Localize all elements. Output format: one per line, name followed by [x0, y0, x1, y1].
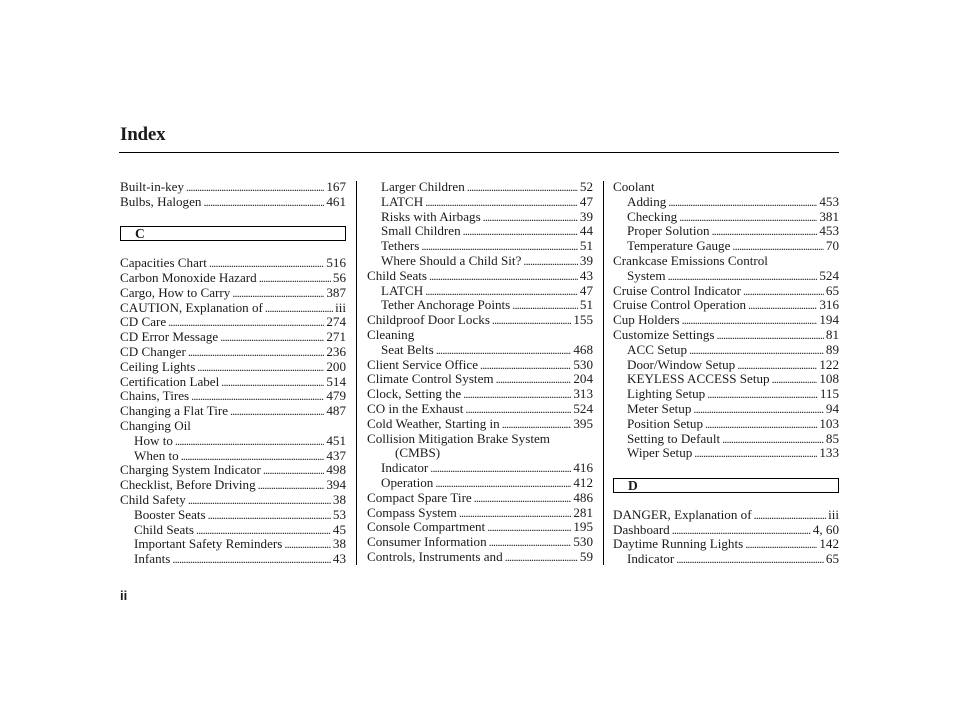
- entry-label: Cargo, How to Carry: [120, 284, 231, 300]
- page-title: Index: [120, 124, 166, 145]
- page-reference: 122: [819, 356, 839, 372]
- dot-leader: [221, 375, 324, 390]
- dot-leader: [732, 239, 823, 254]
- dot-leader: [668, 195, 817, 210]
- entry-label: CO in the Exhaust: [367, 400, 464, 416]
- index-subentry: [613, 417, 839, 432]
- entry-label: Cold Weather, Starting in: [367, 415, 500, 431]
- dot-leader: [467, 180, 578, 195]
- index-subentry: [367, 195, 593, 210]
- page-reference: 115: [819, 386, 839, 402]
- entry-label: Important Safety Reminders: [134, 536, 283, 552]
- page-reference: 195: [573, 519, 593, 535]
- page-reference: 516: [326, 255, 346, 271]
- index-subentry: [613, 372, 839, 387]
- page-reference: 487: [326, 403, 346, 419]
- dot-leader: [480, 358, 571, 373]
- dot-leader: [743, 284, 824, 299]
- entry-label: ACC Setup: [627, 341, 688, 357]
- dot-leader: [196, 523, 331, 538]
- dot-leader: [512, 298, 578, 313]
- dot-leader: [430, 461, 571, 476]
- entry-label: Climate Control System: [367, 371, 494, 387]
- page-reference: 53: [332, 506, 346, 522]
- dot-leader: [689, 343, 824, 358]
- entry-label: Bulbs, Halogen: [120, 193, 202, 209]
- entry-label: Charging System Indicator: [120, 462, 261, 478]
- page-reference: 451: [326, 432, 346, 448]
- index-subentry: [367, 239, 593, 254]
- page-reference: 313: [573, 386, 593, 402]
- page-reference: 387: [326, 284, 346, 300]
- entry-label: When to: [134, 447, 179, 463]
- page-reference: 271: [326, 329, 346, 345]
- index-entry: [120, 463, 346, 478]
- index-heading: (CMBS): [395, 445, 441, 461]
- dot-leader: [259, 271, 331, 286]
- page-reference: 524: [573, 400, 593, 416]
- dot-leader: [523, 254, 578, 269]
- index-entry: [120, 360, 346, 375]
- index-entry: [120, 345, 346, 360]
- entry-label: Daytime Running Lights: [613, 536, 744, 552]
- page-reference: 524: [819, 267, 839, 283]
- entry-label: Booster Seats: [134, 506, 206, 522]
- dot-leader: [284, 537, 331, 552]
- page-reference: 412: [573, 474, 593, 490]
- index-entry: [120, 180, 346, 195]
- page-reference: 486: [573, 489, 593, 505]
- entry-label: System: [627, 267, 666, 283]
- index-entry: [367, 313, 593, 328]
- entry-label: Console Compartment: [367, 519, 486, 535]
- page-reference: 200: [326, 358, 346, 374]
- dot-leader: [672, 523, 811, 538]
- page-reference: 468: [573, 341, 593, 357]
- dot-leader: [197, 360, 324, 375]
- index-subentry: [120, 508, 346, 523]
- title-rule: [119, 152, 839, 153]
- page-reference: 51: [579, 297, 593, 313]
- index-entry: [367, 387, 593, 402]
- index-subentry: [367, 461, 593, 476]
- entry-label: Proper Solution: [627, 223, 710, 239]
- entry-label: Adding: [627, 193, 667, 209]
- page-reference: 103: [819, 415, 839, 431]
- entry-label: Cruise Control Operation: [613, 297, 747, 313]
- entry-label: LATCH: [381, 193, 424, 209]
- dot-leader: [463, 387, 571, 402]
- dot-leader: [265, 301, 333, 316]
- dot-leader: [459, 506, 572, 521]
- dot-leader: [474, 491, 572, 506]
- entry-label: Certification Label: [120, 373, 220, 389]
- entry-label: Carbon Monoxide Hazard: [120, 269, 257, 285]
- entry-label: Consumer Information: [367, 534, 487, 550]
- page-reference: 479: [326, 388, 346, 404]
- index-entry: [367, 417, 593, 432]
- page-reference: 56: [332, 269, 346, 285]
- page-reference: 38: [332, 491, 346, 507]
- dot-leader: [181, 449, 325, 464]
- dot-leader: [679, 210, 817, 225]
- page-reference: 133: [819, 445, 839, 461]
- entry-label: Door/Window Setup: [627, 356, 736, 372]
- index-entry: [120, 330, 346, 345]
- page-reference: 194: [819, 312, 839, 328]
- dot-leader: [737, 358, 817, 373]
- index-entry: [367, 491, 593, 506]
- page-reference: 381: [819, 208, 839, 224]
- dot-leader: [682, 313, 818, 328]
- page-reference: 416: [573, 460, 593, 476]
- index-heading: Collision Mitigation Brake System: [367, 430, 550, 446]
- entry-label: How to: [134, 432, 173, 448]
- entry-label: Child Seats: [367, 267, 428, 283]
- dot-leader: [502, 417, 572, 432]
- dot-leader: [754, 508, 827, 523]
- entry-label: Capacities Chart: [120, 255, 207, 271]
- dot-leader: [435, 476, 571, 491]
- page-reference: 274: [326, 314, 346, 330]
- index-subentry: [367, 210, 593, 225]
- page-reference: 142: [819, 536, 839, 552]
- index-column-3: [613, 180, 839, 567]
- dot-leader: [492, 313, 571, 328]
- entry-label: Clock, Setting the: [367, 386, 462, 402]
- index-entry: [120, 301, 346, 316]
- page-reference: 65: [825, 551, 839, 567]
- page-reference: 461: [326, 193, 346, 209]
- dot-leader: [263, 463, 324, 478]
- entry-label: Built-in-key: [120, 179, 185, 194]
- column-divider-2: [603, 181, 604, 565]
- entry-label: Temperature Gauge: [627, 238, 731, 254]
- entry-label: Infants: [134, 551, 171, 567]
- index-subentry: [367, 343, 593, 358]
- index-entry: [613, 298, 839, 313]
- entry-label: Dashboard: [613, 521, 670, 537]
- page-reference: 89: [825, 341, 839, 357]
- dot-leader: [172, 552, 331, 567]
- entry-label: CD Error Message: [120, 329, 219, 345]
- entry-label: Chains, Tires: [120, 388, 190, 404]
- dot-leader: [232, 286, 324, 301]
- index-subentry: [613, 446, 839, 461]
- page-reference: 236: [326, 343, 346, 359]
- section-letter-box: C: [120, 226, 346, 241]
- dot-leader: [487, 520, 571, 535]
- index-subentry: [120, 523, 346, 538]
- entry-label: DANGER, Explanation of: [613, 506, 752, 522]
- index-subentry: [613, 195, 839, 210]
- page-reference: 81: [825, 326, 839, 342]
- entry-label: Meter Setup: [627, 400, 692, 416]
- index-entry: [367, 520, 593, 535]
- index-entry: [367, 372, 593, 387]
- dot-leader: [425, 195, 578, 210]
- dot-leader: [716, 328, 823, 343]
- dot-leader: [421, 239, 578, 254]
- index-subentry: [613, 343, 839, 358]
- entry-label: Tethers: [381, 238, 420, 254]
- dot-leader: [676, 552, 824, 567]
- dot-leader: [693, 402, 824, 417]
- entry-label: Compact Spare Tire: [367, 489, 472, 505]
- entry-label: Setting to Default: [627, 430, 721, 446]
- index-entry: [120, 315, 346, 330]
- dot-leader: [208, 508, 331, 523]
- entry-label: Indicator: [381, 460, 429, 476]
- dot-leader: [489, 535, 572, 550]
- entry-label: Operation: [381, 474, 434, 490]
- dot-leader: [188, 493, 331, 508]
- dot-leader: [220, 330, 324, 345]
- page-reference: iii: [335, 299, 346, 315]
- index-subentry: [120, 449, 346, 464]
- index-subentry: [367, 254, 593, 269]
- index-entry: [120, 286, 346, 301]
- index-entry: [367, 358, 593, 373]
- index-subentry: [367, 284, 593, 299]
- dot-leader: [748, 298, 817, 313]
- dot-leader: [209, 256, 324, 271]
- index-subentry: [120, 552, 346, 567]
- dot-leader: [463, 224, 578, 239]
- index-subentry: [613, 432, 839, 447]
- entry-label: Controls, Instruments and: [367, 548, 503, 564]
- spacer: [613, 493, 839, 508]
- index-subentry: [367, 476, 593, 491]
- page-reference: 204: [573, 371, 593, 387]
- page-reference: 514: [326, 373, 346, 389]
- entry-label: Child Seats: [134, 521, 195, 537]
- page-reference: 395: [573, 415, 593, 431]
- index-subentry: [613, 402, 839, 417]
- index-entry: [367, 402, 593, 417]
- index-entry: [613, 537, 839, 552]
- dot-leader: [496, 372, 572, 387]
- dot-leader: [188, 345, 325, 360]
- index-column-2: [367, 180, 593, 565]
- index-subentry: [613, 552, 839, 567]
- index-entry: [367, 550, 593, 565]
- dot-leader: [465, 402, 571, 417]
- page-reference: 437: [326, 447, 346, 463]
- index-entry: [613, 328, 839, 343]
- page-reference: 155: [573, 312, 593, 328]
- page-reference: 43: [579, 267, 593, 283]
- index-entry: [367, 506, 593, 521]
- page-reference: 51: [579, 238, 593, 254]
- entry-label: Seat Belts: [381, 341, 434, 357]
- page-reference: 52: [579, 179, 593, 194]
- page-reference: 39: [579, 252, 593, 268]
- index-subentry: [367, 180, 593, 195]
- dot-leader: [168, 315, 324, 330]
- index-entry: [613, 523, 839, 538]
- index-entry: [120, 375, 346, 390]
- dot-leader: [425, 284, 578, 299]
- page-reference: 453: [819, 223, 839, 239]
- index-entry: [613, 284, 839, 299]
- dot-leader: [707, 387, 818, 402]
- entry-label: Tether Anchorage Points: [381, 297, 511, 313]
- index-column-1: [120, 180, 346, 567]
- index-subentry: [367, 298, 593, 313]
- index-subentry: [613, 269, 839, 284]
- index-heading: Coolant: [613, 179, 655, 194]
- page-reference: 94: [825, 400, 839, 416]
- index-entry: [120, 256, 346, 271]
- page-reference: 38: [332, 536, 346, 552]
- dot-leader: [191, 389, 324, 404]
- dot-leader: [175, 434, 324, 449]
- dot-leader: [694, 446, 817, 461]
- page-reference: 316: [819, 297, 839, 313]
- dot-leader: [429, 269, 578, 284]
- entry-label: CAUTION, Explanation of: [120, 299, 263, 315]
- page-reference: 59: [579, 548, 593, 564]
- entry-label: Indicator: [627, 551, 675, 567]
- index-subentry: [613, 224, 839, 239]
- page-reference: 47: [579, 193, 593, 209]
- entry-label: Wiper Setup: [627, 445, 693, 461]
- entry-label: Childproof Door Locks: [367, 312, 490, 328]
- index-subentry: [367, 224, 593, 239]
- entry-label: Small Children: [381, 223, 461, 239]
- index-subentry: [613, 239, 839, 254]
- index-heading: Crankcase Emissions Control: [613, 252, 768, 268]
- page-reference: 530: [573, 356, 593, 372]
- page-reference: 45: [332, 521, 346, 537]
- page-reference: 281: [573, 504, 593, 520]
- page-reference: 47: [579, 282, 593, 298]
- page-reference: 85: [825, 430, 839, 446]
- entry-label: Customize Settings: [613, 326, 715, 342]
- index-subentry: [613, 387, 839, 402]
- entry-label: KEYLESS ACCESS Setup: [627, 371, 770, 387]
- entry-label: LATCH: [381, 282, 424, 298]
- index-entry: [613, 508, 839, 523]
- page-reference: 453: [819, 193, 839, 209]
- dot-leader: [722, 432, 824, 447]
- index-subentry: [120, 434, 346, 449]
- page-reference: 394: [326, 477, 346, 493]
- dot-leader: [203, 195, 324, 210]
- index-entry: [367, 535, 593, 550]
- page-reference: 4, 60: [812, 521, 839, 537]
- page-reference: 43: [332, 551, 346, 567]
- entry-label: Checking: [627, 208, 678, 224]
- index-entry: [120, 271, 346, 286]
- index-entry: [613, 313, 839, 328]
- entry-label: Where Should a Child Sit?: [381, 252, 522, 268]
- dot-leader: [230, 404, 324, 419]
- entry-label: Position Setup: [627, 415, 704, 431]
- page-reference: 65: [825, 282, 839, 298]
- dot-leader: [668, 269, 818, 284]
- dot-leader: [745, 537, 817, 552]
- dot-leader: [712, 224, 818, 239]
- page-reference: iii: [828, 506, 839, 522]
- page-reference: 44: [579, 223, 593, 239]
- entry-label: Client Service Office: [367, 356, 479, 372]
- entry-label: Larger Children: [381, 179, 465, 194]
- column-divider-1: [356, 181, 357, 565]
- entry-label: Lighting Setup: [627, 386, 706, 402]
- entry-label: CD Care: [120, 314, 167, 330]
- index-entry: [367, 269, 593, 284]
- spacer: [120, 210, 346, 225]
- spacer: [120, 241, 346, 256]
- index-subentry: [613, 210, 839, 225]
- dot-leader: [258, 478, 325, 493]
- spacer: [613, 461, 839, 476]
- index-heading: Cleaning: [367, 326, 415, 342]
- index-subentry: [120, 537, 346, 552]
- index-entry: [120, 389, 346, 404]
- page-reference: 108: [819, 371, 839, 387]
- entry-label: Compass System: [367, 504, 457, 520]
- dot-leader: [186, 180, 324, 195]
- entry-label: CD Changer: [120, 343, 186, 359]
- entry-label: Ceiling Lights: [120, 358, 196, 374]
- page-reference: 167: [326, 179, 346, 194]
- index-heading: Changing Oil: [120, 417, 191, 433]
- entry-label: Cruise Control Indicator: [613, 282, 742, 298]
- dot-leader: [705, 417, 817, 432]
- entry-label: Cup Holders: [613, 312, 680, 328]
- page-reference: 70: [825, 238, 839, 254]
- entry-label: Checklist, Before Driving: [120, 477, 256, 493]
- dot-leader: [436, 343, 572, 358]
- entry-label: Child Safety: [120, 491, 186, 507]
- index-entry: [120, 404, 346, 419]
- index-entry: [120, 195, 346, 210]
- dot-leader: [772, 372, 818, 387]
- index-entry: [120, 478, 346, 493]
- dot-leader: [483, 210, 578, 225]
- page-reference: 498: [326, 462, 346, 478]
- page-number: ii: [120, 588, 128, 603]
- index-entry: [120, 493, 346, 508]
- index-subentry: [613, 358, 839, 373]
- entry-label: Changing a Flat Tire: [120, 403, 229, 419]
- section-letter-box: D: [613, 478, 839, 493]
- dot-leader: [505, 550, 578, 565]
- entry-label: Risks with Airbags: [381, 208, 481, 224]
- page-reference: 39: [579, 208, 593, 224]
- page-reference: 530: [573, 534, 593, 550]
